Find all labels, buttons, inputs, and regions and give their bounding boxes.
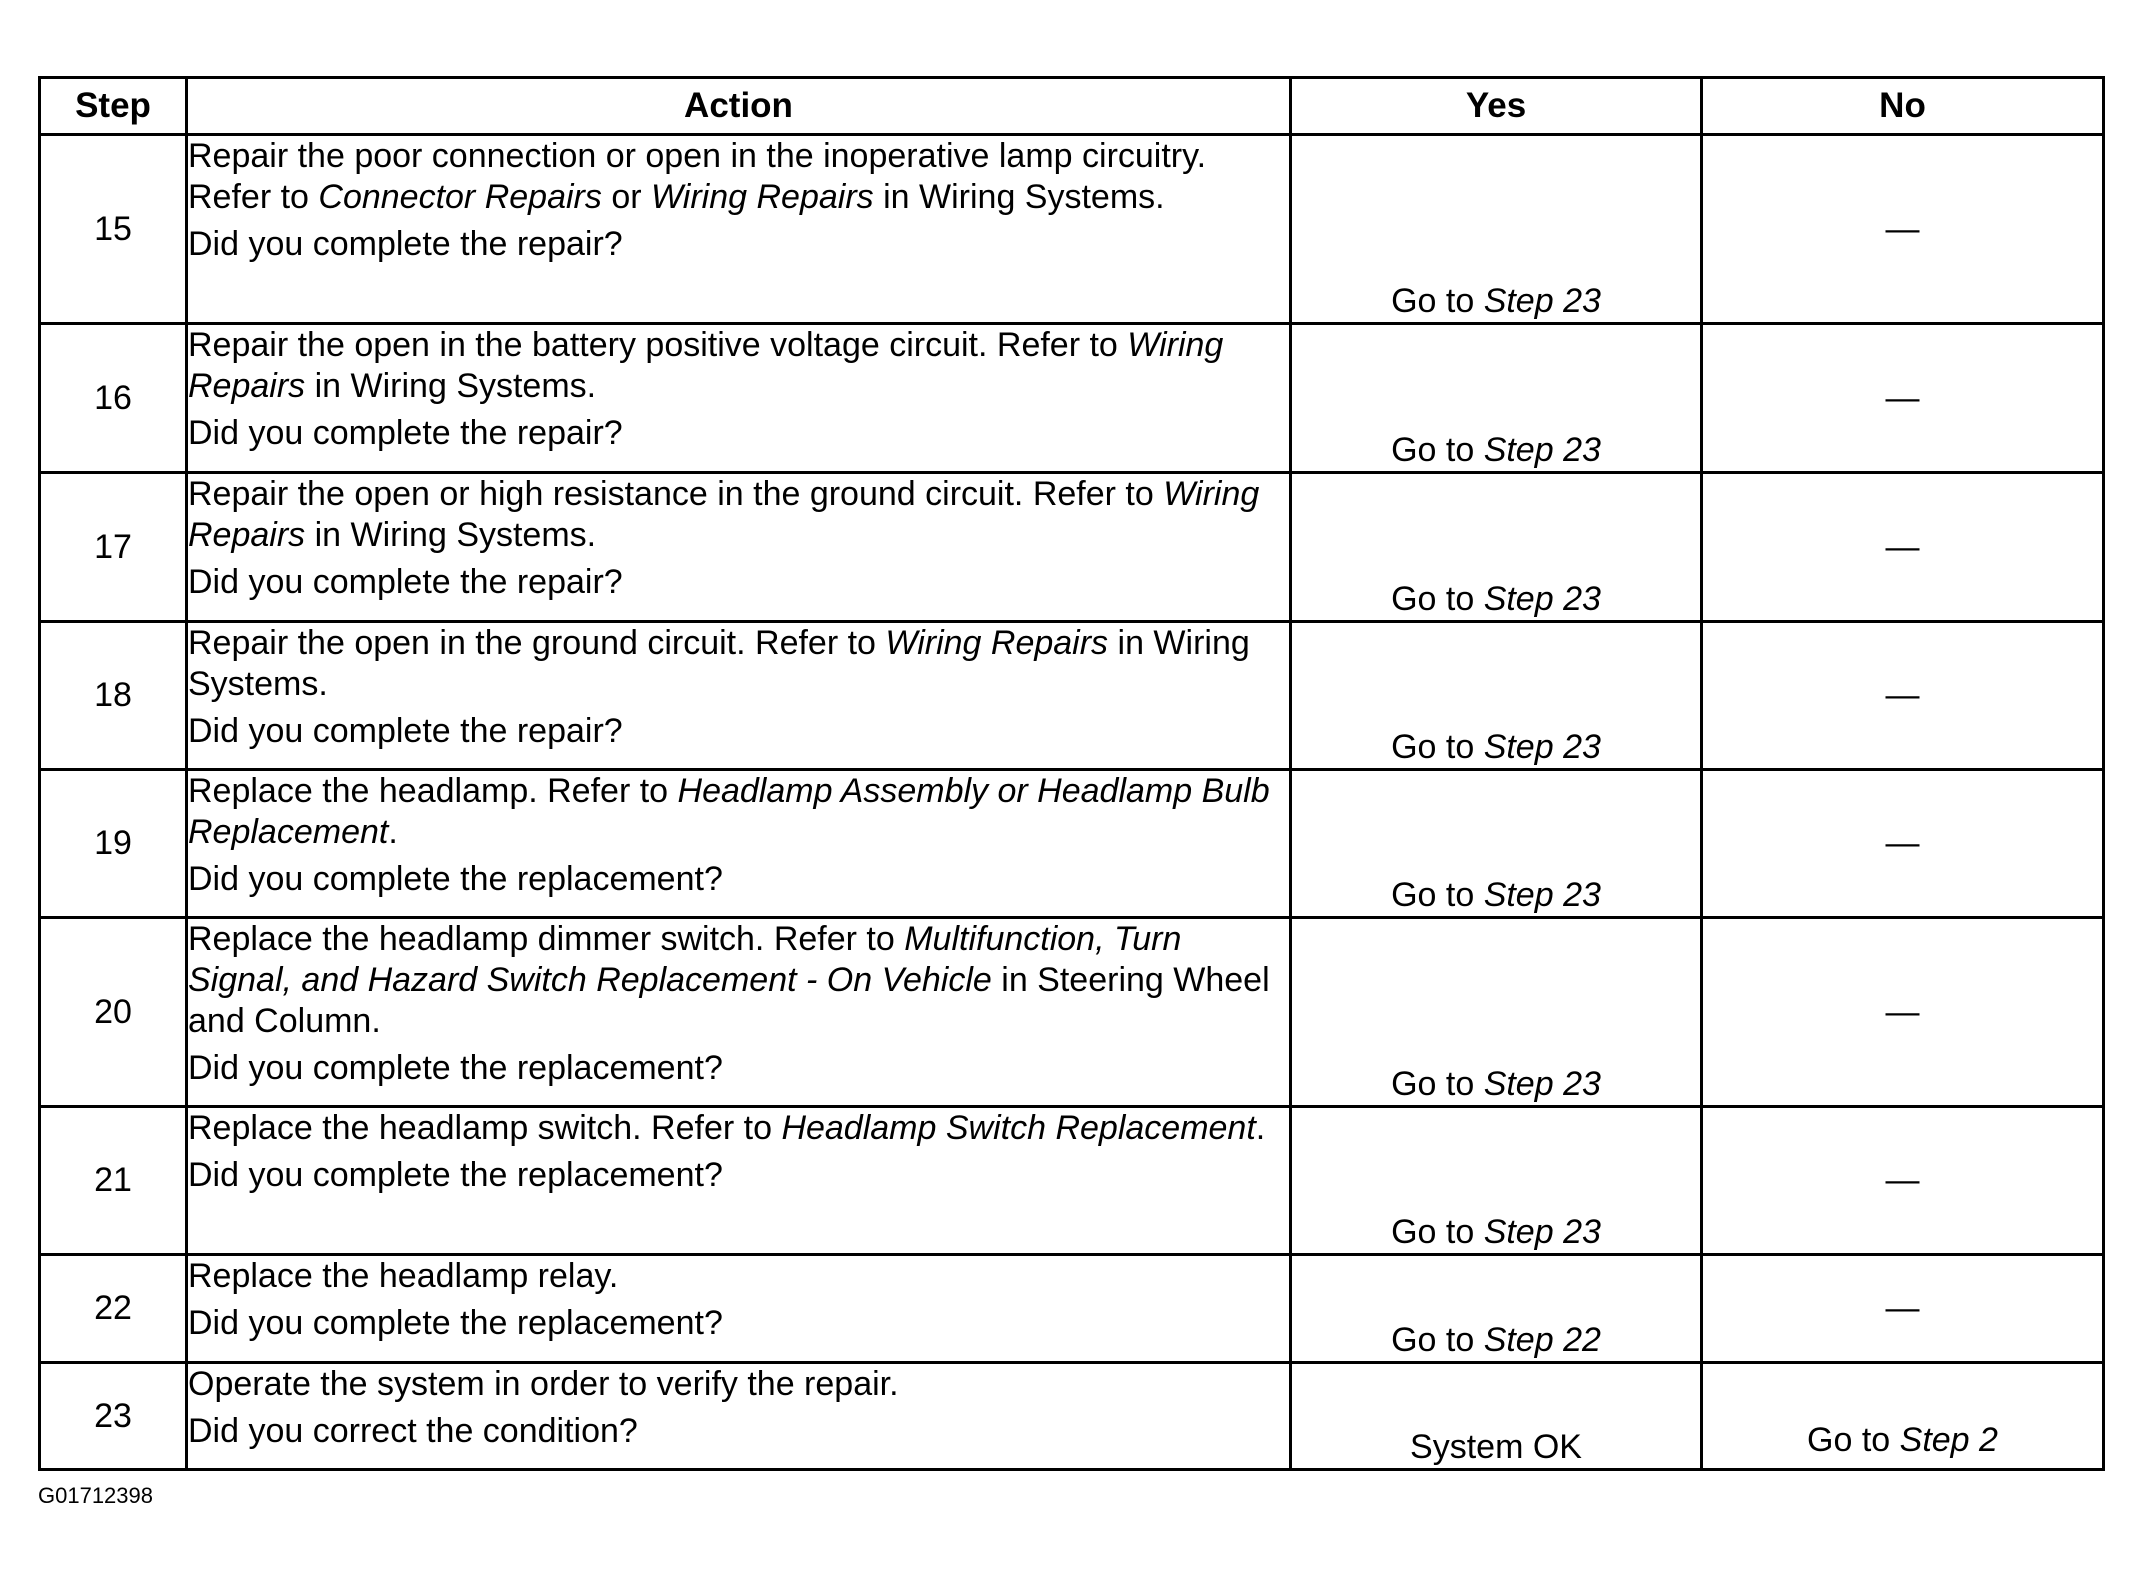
text-fragment: Go to: [1391, 876, 1484, 914]
diagnostic-table: [38, 76, 2105, 1471]
action-cell: [187, 1255, 1291, 1363]
reference-link-text: Wiring Repairs: [188, 475, 1260, 554]
action-cell: [187, 622, 1291, 770]
yes-result: [1291, 1107, 1702, 1255]
text-fragment: Repair the open or high resistance in the ground circuit. Refer to: [188, 475, 1164, 513]
reference-link-text: Connector Repairs: [318, 178, 602, 216]
action-cell: [187, 135, 1291, 324]
text-fragment: in Wiring Systems.: [873, 178, 1165, 216]
text-fragment: —: [1885, 378, 1920, 417]
step-number: 15: [40, 135, 187, 324]
text-fragment: Replace the headlamp switch. Refer to: [188, 1109, 782, 1147]
table-row: [40, 1255, 2104, 1363]
table-row: [40, 770, 2104, 918]
text-fragment: Go to: [1391, 580, 1484, 618]
text-fragment: —: [1885, 676, 1920, 714]
step-number: 19: [40, 770, 187, 918]
action-instruction: [188, 1256, 1289, 1297]
yes-result: [1291, 918, 1702, 1107]
text-fragment: Go to: [1391, 728, 1484, 766]
text-fragment: Go to: [1391, 431, 1484, 469]
yes-result: [1291, 135, 1702, 324]
reference-link-text: Step 23: [1483, 580, 1601, 618]
text-fragment: in Wiring Systems.: [305, 516, 597, 554]
yes-result: [1291, 770, 1702, 918]
text-fragment: Repair the open in the ground circuit. Refer to: [188, 624, 886, 662]
action-question: Did you complete the repair?: [188, 712, 623, 750]
header-yes: Yes: [1291, 78, 1702, 135]
text-fragment: Go to: [1807, 1421, 1900, 1459]
text-fragment: System OK: [1410, 1428, 1582, 1466]
action-question: Did you complete the replacement?: [188, 1304, 723, 1342]
text-fragment: .: [388, 813, 398, 851]
text-fragment: Go to: [1391, 1065, 1484, 1103]
table-row: [40, 135, 2104, 324]
action-cell: [187, 473, 1291, 622]
text-fragment: in Steering Wheel and Column.: [188, 961, 1270, 1040]
text-fragment: Replace the headlamp relay.: [188, 1257, 619, 1295]
text-fragment: .: [1255, 1109, 1266, 1147]
no-result: [1702, 1363, 2104, 1470]
reference-link-text: Wiring Repairs: [188, 326, 1224, 405]
text-fragment: Replace the headlamp. Refer to: [188, 772, 678, 810]
text-fragment: —: [1885, 527, 1920, 566]
table-row: [40, 622, 2104, 770]
no-result: [1702, 770, 2104, 918]
header-no: No: [1702, 78, 2104, 135]
text-fragment: Replace the headlamp dimmer switch. Refer to: [188, 920, 905, 958]
table-row: [40, 1363, 2104, 1470]
table-row: [40, 473, 2104, 622]
text-fragment: Go to: [1391, 1321, 1484, 1359]
table-row: [40, 324, 2104, 473]
text-fragment: —: [1885, 992, 1920, 1031]
no-result: [1702, 324, 2104, 473]
reference-link-text: Headlamp Assembly or Headlamp Bulb Replacement: [188, 772, 1270, 851]
table-body: [40, 135, 2104, 1470]
figure-id: G01712398: [38, 1483, 153, 1508]
step-number: 22: [40, 1255, 187, 1363]
reference-link-text: Step 23: [1483, 876, 1601, 914]
reference-link-text: Multifunction, Turn Signal, and Hazard Switch Replacement - On Vehicle: [188, 920, 1182, 999]
text-fragment: Operate the system in order to verify the repair.: [188, 1365, 899, 1403]
yes-result: [1291, 1363, 1702, 1470]
action-cell: [187, 770, 1291, 918]
reference-link-text: Step 23: [1483, 1213, 1601, 1251]
action-instruction: [188, 325, 1289, 407]
header-action: Action: [187, 78, 1291, 135]
step-number: 23: [40, 1363, 187, 1470]
action-question: Did you complete the replacement?: [188, 1156, 723, 1194]
table-row: [40, 1107, 2104, 1255]
step-number: 21: [40, 1107, 187, 1255]
action-instruction: [188, 474, 1289, 556]
text-fragment: or: [601, 178, 651, 216]
text-fragment: Repair the open in the battery positive voltage circuit. Refer to: [188, 326, 1128, 364]
no-result: [1702, 918, 2104, 1107]
text-fragment: —: [1885, 1161, 1920, 1199]
yes-result: [1291, 1255, 1702, 1363]
action-question: Did you complete the repair?: [188, 563, 623, 601]
step-number: 18: [40, 622, 187, 770]
text-fragment: in Wiring Systems.: [188, 624, 1250, 703]
action-question: Did you complete the replacement?: [188, 860, 723, 898]
no-result: [1702, 622, 2104, 770]
text-fragment: —: [1885, 824, 1920, 862]
action-instruction: [188, 623, 1289, 705]
action-cell: [187, 324, 1291, 473]
action-question: Did you complete the repair?: [188, 225, 623, 263]
action-question: Did you complete the repair?: [188, 414, 623, 452]
action-instruction: [188, 919, 1289, 1042]
reference-link-text: Step 23: [1483, 431, 1601, 469]
step-number: 16: [40, 324, 187, 473]
action-instruction: [188, 771, 1289, 853]
header-step: Step: [40, 78, 187, 135]
text-fragment: in Wiring Systems.: [305, 367, 597, 405]
no-result: [1702, 1107, 2104, 1255]
reference-link-text: Wiring Repairs: [651, 178, 874, 216]
no-result: [1702, 1255, 2104, 1363]
text-fragment: Repair the poor connection or open in the inoperative lamp circuitry. Refer to: [188, 137, 1207, 216]
reference-link-text: Headlamp Switch Replacement: [781, 1109, 1256, 1147]
header-row: [40, 78, 2104, 135]
action-question: Did you correct the condition?: [188, 1412, 638, 1450]
reference-link-text: Step 22: [1483, 1321, 1601, 1359]
action-cell: [187, 1363, 1291, 1470]
text-fragment: Go to: [1391, 282, 1484, 320]
step-number: 17: [40, 473, 187, 622]
no-result: [1702, 473, 2104, 622]
text-fragment: —: [1885, 1289, 1920, 1327]
step-number: 20: [40, 918, 187, 1107]
action-cell: [187, 1107, 1291, 1255]
action-question: Did you complete the replacement?: [188, 1049, 723, 1087]
reference-link-text: Step 23: [1483, 282, 1601, 320]
action-instruction: [188, 1108, 1289, 1149]
yes-result: [1291, 473, 1702, 622]
text-fragment: Go to: [1391, 1213, 1484, 1251]
table-header: [40, 78, 2104, 135]
reference-link-text: Wiring Repairs: [885, 624, 1109, 662]
action-cell: [187, 918, 1291, 1107]
yes-result: [1291, 324, 1702, 473]
reference-link-text: Step 23: [1483, 728, 1601, 766]
action-instruction: [188, 1364, 1289, 1405]
table-row: [40, 918, 2104, 1107]
no-result: [1702, 135, 2104, 324]
reference-link-text: Step 23: [1483, 1065, 1601, 1103]
reference-link-text: Step 2: [1899, 1421, 1998, 1459]
text-fragment: —: [1885, 209, 1920, 248]
action-instruction: [188, 136, 1289, 218]
yes-result: [1291, 622, 1702, 770]
